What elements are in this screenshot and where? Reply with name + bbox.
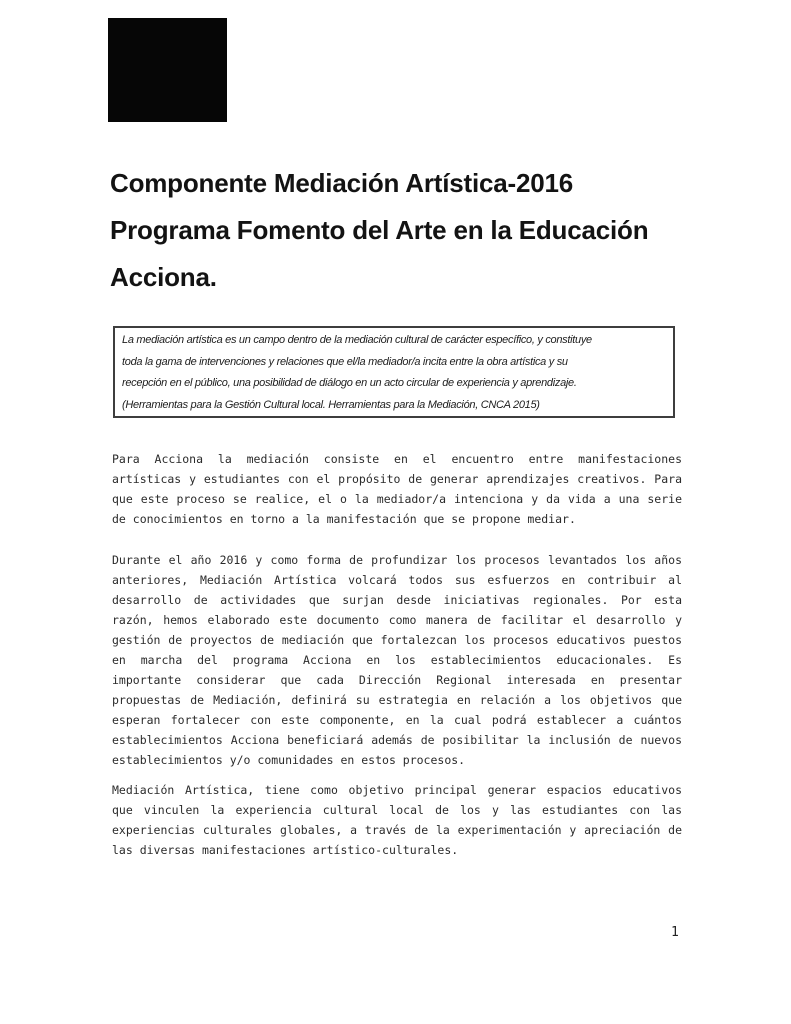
body-paragraph-3: Mediación Artística, tiene como objetivo principal generar espacios educativos que vinculen la experiencia cultural local de los y las estudiantes con las experiencias culturales globales, a través de la experimentación y apreciación de las diversas manifestaciones artístico-culturales. [112, 783, 682, 857]
document-title: Componente Mediación Artística-2016 Programa Fomento del Arte en la Educación Acciona. [110, 168, 649, 292]
logo-placeholder [108, 18, 227, 122]
body-paragraph-2: Durante el año 2016 y como forma de profundizar los procesos levantados los años anteriores, Mediación Artística volcará todos sus esfuerzos en contribuir al desarrollo de actividades que surjan desde iniciativas regionales. Por esta razón, hemos elaborado este documento como manera de facilitar el desarrollo y gestión de proyectos de mediación que fortalezcan los procesos educativos puestos en marcha del programa Acciona en los establecimientos educacionales. Es importante considerar que cada Dirección Regional interesada en presentar propuestas de Mediación, definirá su estrategia en relación a los objetivos que esperan fortalecer con este componente, en la cual podrá establecer a cuántos establecimientos Acciona beneficiará además de posibilitar la inclusión de nuevos establecimientos y/o comunidades en estos procesos. [112, 553, 682, 767]
page-number: 1 [671, 925, 679, 940]
body-paragraph-1: Para Acciona la mediación consiste en el encuentro entre manifestaciones artísticas y estudiantes con el propósito de generar aprendizajes creativos. Para que este proceso se realice, el o la mediador/a intenciona y da vida a una serie de conocimientos en torno a la manifestación que se propone mediar. [112, 452, 682, 526]
quote-box: La mediación artística es un campo dentro de la mediación cultural de carácter específico, y constituye toda la gama de intervenciones y relaciones que el/la mediador/a incita entre la obra artística y su recepción en el público, una posibilidad de diálogo en un acto circular de experiencia y aprendizaje. (Herramientas para la Gestión Cultural local. Herramientas para la Mediación, CNCA 2015) [113, 326, 675, 418]
